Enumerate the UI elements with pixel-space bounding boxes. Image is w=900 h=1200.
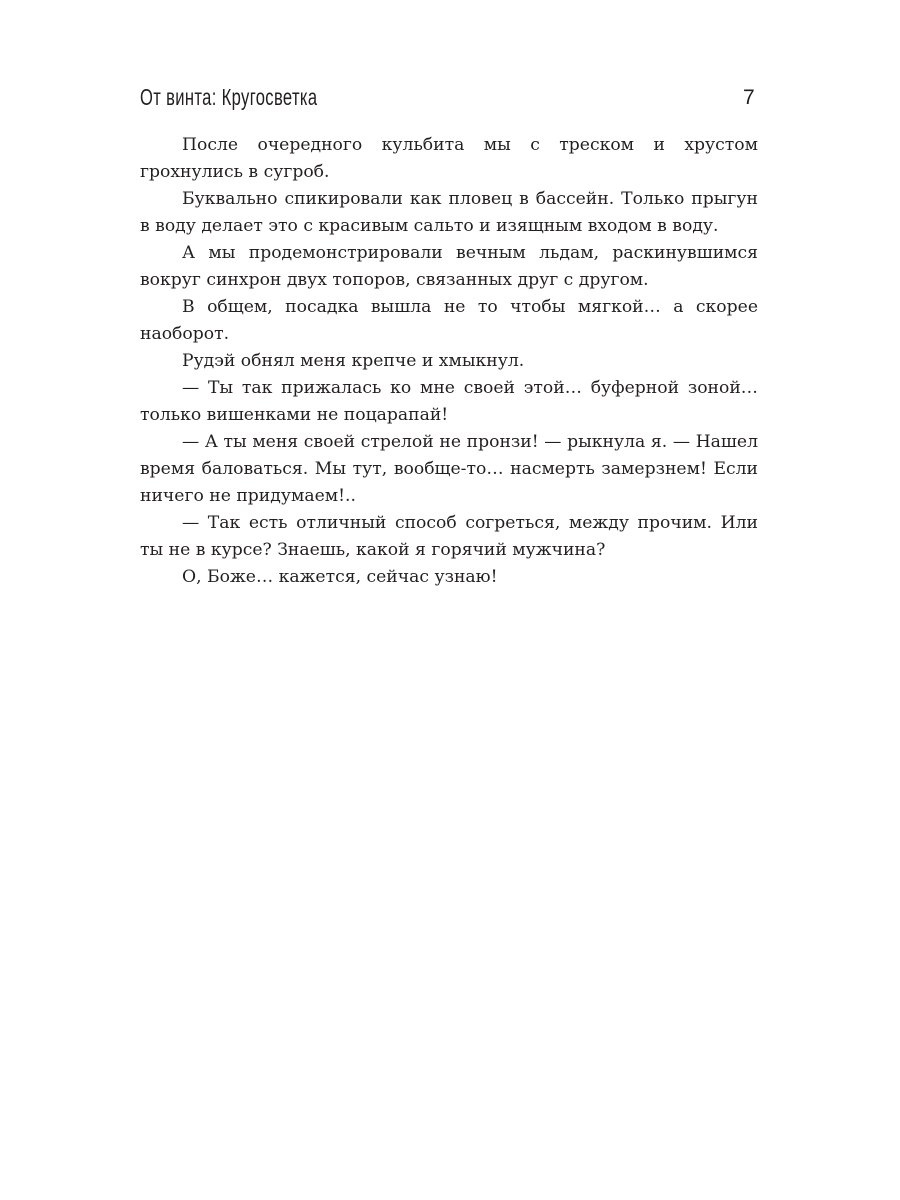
page-number: 7: [743, 86, 755, 109]
paragraph: — Ты так прижалась ко мне своей этой… буферной зоной… только вишенками не поцарапай!: [140, 378, 758, 425]
paragraph: Рудэй обнял меня крепче и хмыкнул.: [182, 351, 525, 371]
book-title-header: От винта: Кругосветка: [140, 84, 318, 110]
body-text: [140, 132, 758, 591]
paragraph: А мы продемонстрировали вечным льдам, раскинувшимся вокруг синхрон двух топоров, связанных друг с другом.: [140, 243, 758, 290]
paragraph: — А ты меня своей стрелой не пронзи! — рыкнула я. — Нашел время баловаться. Мы тут, вообще-то… насмерть замерзнем! Если ничего не придумаем!..: [140, 432, 758, 506]
paragraph: — Так есть отличный способ согреться, между прочим. Или ты не в курсе? Знаешь, какой я горячий мужчина?: [140, 513, 758, 560]
paragraph: В общем, посадка вышла не то чтобы мягкой… а скорее наоборот.: [140, 297, 758, 344]
paragraph: О, Боже… кажется, сейчас узнаю!: [182, 567, 498, 587]
paragraph: Буквально спикировали как пловец в бассейн. Только прыгун в воду делает это с красивым сальто и изящным входом в воду.: [140, 189, 758, 236]
paragraph: После очередного кульбита мы с треском и хрустом грохнулись в сугроб.: [140, 135, 758, 182]
